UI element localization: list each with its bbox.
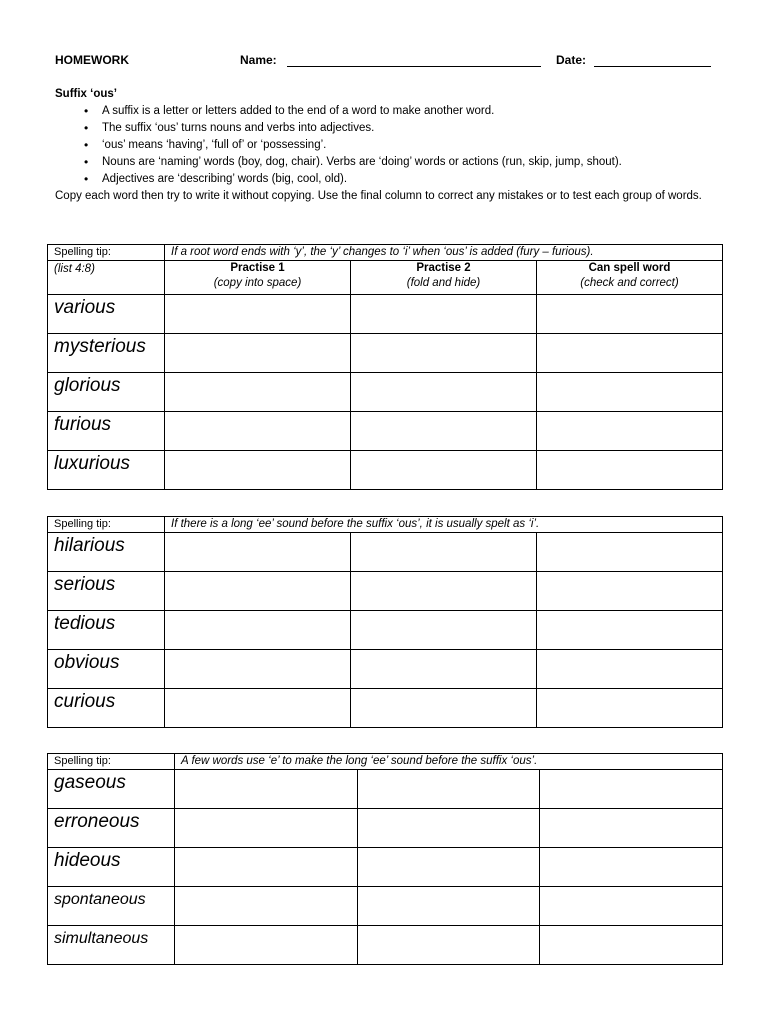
practise-2-cell[interactable]	[358, 770, 540, 809]
spelling-word: tedious	[48, 611, 165, 650]
can-spell-cell[interactable]	[540, 887, 723, 926]
instructions-text: Copy each word then try to write it without copying. Use the final column to correct any mistakes or to test each group of words.	[55, 190, 702, 202]
bullet-text: Adjectives are ‘describing’ words (big, cool, old).	[102, 173, 348, 185]
can-spell-cell[interactable]	[537, 650, 723, 689]
name-blank-line	[287, 66, 541, 67]
spelling-word: curious	[48, 689, 165, 728]
bullet-text: A suffix is a letter or letters added to the end of a word to make another word.	[102, 105, 495, 117]
date-blank-line	[594, 66, 711, 67]
practise-2-cell[interactable]	[351, 451, 537, 490]
column-subtitle: (copy into space)	[213, 277, 302, 289]
practise-1-cell[interactable]	[165, 295, 351, 334]
practise-1-cell[interactable]	[165, 689, 351, 728]
spelling-word: luxurious	[48, 451, 165, 490]
table-row	[48, 451, 723, 490]
practise-1-cell[interactable]	[165, 650, 351, 689]
can-spell-cell[interactable]	[540, 848, 723, 887]
spelling-tip-label: Spelling tip:	[48, 517, 165, 533]
spelling-word: furious	[48, 412, 165, 451]
column-title: Can spell word	[588, 262, 671, 274]
intro-bullet	[84, 120, 720, 137]
can-spell-cell[interactable]	[537, 611, 723, 650]
can-spell-cell[interactable]	[537, 373, 723, 412]
practise-2-cell[interactable]	[351, 611, 537, 650]
bullet-text: The suffix ‘ous’ turns nouns and verbs into adjectives.	[102, 122, 375, 134]
name-label: Name:	[240, 53, 277, 67]
spelling-word: hilarious	[48, 533, 165, 572]
table-row	[48, 650, 723, 689]
spelling-tip-label: Spelling tip:	[48, 754, 175, 770]
spelling-table-2	[47, 516, 723, 728]
spelling-word: gaseous	[48, 770, 175, 809]
table-row	[48, 572, 723, 611]
practise-1-cell[interactable]	[175, 770, 358, 809]
practise-1-cell[interactable]	[165, 533, 351, 572]
practise-2-cell[interactable]	[351, 689, 537, 728]
table-row	[48, 887, 723, 926]
spelling-word: hideous	[48, 848, 175, 887]
practise-2-cell[interactable]	[358, 848, 540, 887]
can-spell-cell[interactable]	[540, 809, 723, 848]
practise-1-cell[interactable]	[165, 451, 351, 490]
table-row	[48, 689, 723, 728]
table-row	[48, 373, 723, 412]
bullet-icon: •	[84, 138, 89, 152]
spelling-table-3	[47, 753, 723, 965]
spelling-word: mysterious	[48, 334, 165, 373]
practise-2-cell[interactable]	[351, 334, 537, 373]
spelling-tip-text: A few words use ‘e’ to make the long ‘ee’ sound before the suffix ‘ous’.	[175, 754, 723, 770]
date-label: Date:	[556, 53, 587, 67]
practise-1-cell[interactable]	[165, 412, 351, 451]
practise-2-cell[interactable]	[358, 887, 540, 926]
table-row	[48, 295, 723, 334]
homework-title: HOMEWORK	[55, 53, 129, 67]
spelling-word: obvious	[48, 650, 165, 689]
can-spell-cell[interactable]	[537, 689, 723, 728]
list-reference: (list 4:8)	[48, 261, 165, 295]
practise-2-cell[interactable]	[358, 926, 540, 965]
practise-2-cell[interactable]	[351, 533, 537, 572]
practise-2-cell[interactable]	[358, 809, 540, 848]
practise-1-cell[interactable]	[175, 809, 358, 848]
spelling-word: various	[48, 295, 165, 334]
practise-2-cell[interactable]	[351, 373, 537, 412]
practise-2-cell[interactable]	[351, 650, 537, 689]
practise-2-cell[interactable]	[351, 412, 537, 451]
bullet-text: Nouns are ‘naming’ words (boy, dog, chair). Verbs are ‘doing’ words or actions (run, skip, jump, shout).	[102, 156, 622, 168]
table-row	[48, 809, 723, 848]
intro-section	[55, 86, 720, 205]
spelling-word: serious	[48, 572, 165, 611]
column-header-can-spell	[537, 261, 723, 295]
table-row	[48, 412, 723, 451]
column-title: Practise 1	[230, 262, 285, 274]
practise-1-cell[interactable]	[165, 334, 351, 373]
table-row	[48, 334, 723, 373]
column-title: Practise 2	[416, 262, 471, 274]
column-subtitle: (fold and hide)	[406, 277, 481, 289]
can-spell-cell[interactable]	[537, 412, 723, 451]
bullet-icon: •	[84, 172, 89, 186]
table-row	[48, 533, 723, 572]
bullet-text: ‘ous’ means ‘having’, ‘full of’ or ‘possessing’.	[102, 139, 327, 151]
suffix-title: Suffix ‘ous’	[55, 88, 117, 100]
practise-2-cell[interactable]	[351, 295, 537, 334]
table-row	[48, 926, 723, 965]
spelling-table-1	[47, 244, 723, 490]
can-spell-cell[interactable]	[537, 295, 723, 334]
bullet-icon: •	[84, 155, 89, 169]
intro-bullet	[84, 171, 720, 188]
column-header-practise-2	[351, 261, 537, 295]
can-spell-cell[interactable]	[540, 926, 723, 965]
intro-bullet	[84, 154, 720, 171]
column-header-practise-1	[165, 261, 351, 295]
can-spell-cell[interactable]	[537, 334, 723, 373]
table-row	[48, 611, 723, 650]
column-subtitle: (check and correct)	[580, 277, 679, 289]
practise-1-cell[interactable]	[165, 611, 351, 650]
practise-2-cell[interactable]	[351, 572, 537, 611]
practise-1-cell[interactable]	[175, 887, 358, 926]
spelling-tip-text: If a root word ends with ‘y’, the ‘y’ changes to ‘i’ when ‘ous’ is added (fury – furious).	[165, 245, 723, 261]
intro-bullet	[84, 103, 720, 120]
intro-bullet-list	[55, 103, 720, 188]
practise-1-cell[interactable]	[165, 373, 351, 412]
spelling-tip-text: If there is a long ‘ee’ sound before the suffix ‘ous’, it is usually spelt as ‘i’.	[165, 517, 723, 533]
table-row	[48, 770, 723, 809]
spelling-word: simultaneous	[48, 926, 175, 965]
practise-1-cell[interactable]	[175, 926, 358, 965]
can-spell-cell[interactable]	[540, 770, 723, 809]
can-spell-cell[interactable]	[537, 451, 723, 490]
practise-1-cell[interactable]	[175, 848, 358, 887]
spelling-tip-label: Spelling tip:	[48, 245, 165, 261]
can-spell-cell[interactable]	[537, 572, 723, 611]
practise-1-cell[interactable]	[165, 572, 351, 611]
spelling-word: glorious	[48, 373, 165, 412]
can-spell-cell[interactable]	[537, 533, 723, 572]
bullet-icon: •	[84, 121, 89, 135]
bullet-icon: •	[84, 104, 89, 118]
table-row	[48, 848, 723, 887]
worksheet-header	[55, 53, 720, 71]
spelling-word: spontaneous	[48, 887, 175, 926]
intro-bullet	[84, 137, 720, 154]
spelling-word: erroneous	[48, 809, 175, 848]
